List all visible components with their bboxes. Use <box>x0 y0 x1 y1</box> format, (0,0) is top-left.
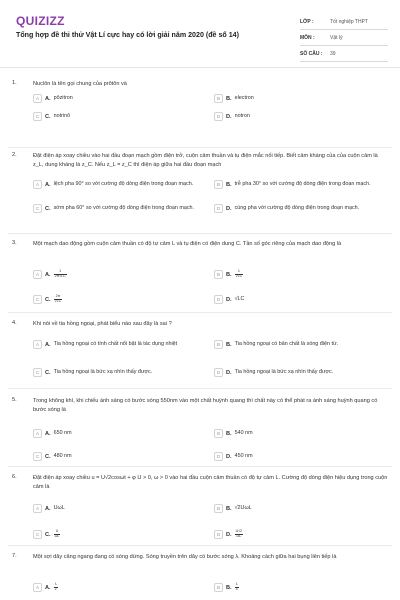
option-letter: C. <box>45 531 51 538</box>
answer-option-a[interactable] <box>33 583 207 592</box>
meta-row-class <box>300 14 388 30</box>
header-divider <box>0 67 400 68</box>
option-letter-box[interactable]: D <box>214 204 223 213</box>
option-letter-box[interactable]: C <box>33 530 42 539</box>
option-letter-box[interactable]: C <box>33 452 42 461</box>
fraction-numerator: 1 <box>54 270 67 275</box>
option-letter: D. <box>226 453 232 460</box>
option-letter-box[interactable]: D <box>214 295 223 304</box>
fraction-numerator: U√2 <box>235 529 243 534</box>
option-fraction <box>54 295 63 304</box>
option-text: 540 nm <box>234 429 253 436</box>
answer-option-a[interactable] <box>33 340 207 349</box>
option-letter-box[interactable]: D <box>214 112 223 121</box>
option-letter-box[interactable]: B <box>214 270 223 279</box>
option-letter: D. <box>226 296 232 303</box>
option-text: Tia hồng ngoại là bức xạ nhìn thấy được. <box>234 368 334 375</box>
answer-option-b[interactable] <box>214 429 388 438</box>
option-letter: B. <box>226 584 232 591</box>
fraction-denominator: √LC <box>54 299 62 303</box>
question-number: 5. <box>12 397 17 403</box>
meta-value: Tốt nghiệp THPT <box>330 18 368 25</box>
option-letter: D. <box>226 205 232 212</box>
question-number: 3. <box>12 240 17 246</box>
question-number: 6. <box>12 474 17 480</box>
option-fraction <box>54 583 58 592</box>
answer-option-d[interactable] <box>214 368 388 377</box>
option-text: UωL <box>53 504 65 511</box>
option-letter: B. <box>226 95 232 102</box>
fraction-denominator: ωL <box>236 534 242 538</box>
option-letter-box[interactable]: A <box>33 429 42 438</box>
fraction-numerator: λ <box>235 582 238 587</box>
option-letter-box[interactable]: D <box>214 452 223 461</box>
answer-option-d[interactable] <box>214 452 388 461</box>
fraction-numerator: λ <box>54 582 57 587</box>
answer-option-c[interactable] <box>33 112 207 121</box>
option-letter-box[interactable]: B <box>214 429 223 438</box>
option-fraction <box>54 530 61 539</box>
option-fraction <box>235 583 239 592</box>
option-letter: C. <box>45 369 51 376</box>
meta-label: LỚP : <box>300 18 314 25</box>
option-letter-box[interactable]: A <box>33 270 42 279</box>
answer-option-c[interactable] <box>33 530 207 539</box>
question-text: Đặt điện áp xoay chiều vào hai đầu đoạn mạch gồm điện trở, cuộn cảm thuần và tụ điện mắc nối tiếp. Biết cảm kháng của của cuộn cảm là z_L, dung kháng là z_C. Nếu z_L = z_C thì điện áp giữa hai đầu đoạn mạch <box>33 153 378 168</box>
question-text: Đặt điện áp xoay chiều u = U√2cosωt + φ U > 0, ω > 0 vào hai đầu cuộn cảm thuần có độ tự cảm L. Cường độ dòng điện hiệu dụng trong cuộn cảm là <box>33 475 388 490</box>
option-letter: A. <box>45 181 51 188</box>
answer-option-c[interactable] <box>33 368 207 377</box>
option-letter-box[interactable]: A <box>33 504 42 513</box>
option-text: 450 nm <box>234 452 253 459</box>
question-text: Một sợi dây căng ngang đang có sóng dừng. Sóng truyền trên dây có bước sóng λ. Khoảng cách giữa hai bụng liên tiếp là <box>33 554 337 560</box>
option-text: √2UωL <box>234 504 252 511</box>
answer-option-d[interactable] <box>214 204 388 213</box>
answer-option-b[interactable] <box>214 94 388 103</box>
fraction-denominator: 2 <box>54 587 57 591</box>
answer-option-c[interactable] <box>33 204 207 213</box>
option-text: Tia hồng ngoại có tính chất nổi bật là tác dụng nhiệt <box>53 340 178 347</box>
option-letter-box[interactable]: C <box>33 204 42 213</box>
option-text: notrinô <box>53 112 71 119</box>
option-text: sớm pha 60° so với cường độ dòng điện trong đoạn mạch. <box>53 204 195 211</box>
answer-option-d[interactable] <box>214 112 388 121</box>
question-number: 4. <box>12 320 17 326</box>
question-number: 7. <box>12 553 17 559</box>
option-letter: D. <box>226 369 232 376</box>
option-letter: B. <box>226 505 232 512</box>
option-letter: D. <box>226 113 232 120</box>
option-fraction <box>54 270 67 279</box>
option-text: pôzitron <box>53 94 73 101</box>
option-letter: B. <box>226 430 232 437</box>
option-text: √LC <box>234 295 245 302</box>
option-letter: B. <box>226 181 232 188</box>
answer-option-b[interactable] <box>214 504 388 513</box>
question-text: Một mạch dao động gồm cuộn cảm thuần có độ tự cảm L và tụ điện có điện dung C. Tần số góc riêng của mạch dao động là <box>33 241 342 247</box>
question-divider <box>8 466 392 467</box>
answer-option-a[interactable] <box>33 180 207 189</box>
option-letter-box[interactable]: A <box>33 180 42 189</box>
option-letter-box[interactable]: A <box>33 94 42 103</box>
answer-option-b[interactable] <box>214 180 388 189</box>
option-text: notron <box>234 112 250 119</box>
answer-option-b[interactable] <box>214 583 388 592</box>
option-text: electron <box>234 94 254 101</box>
option-letter-box[interactable]: C <box>33 112 42 121</box>
answer-option-c[interactable] <box>33 295 207 304</box>
answer-option-a[interactable] <box>33 429 207 438</box>
option-text: Tia hồng ngoại là bức xạ nhìn thấy được. <box>53 368 153 375</box>
option-letter-box[interactable]: D <box>214 530 223 539</box>
option-letter-box[interactable]: C <box>33 368 42 377</box>
option-letter: D. <box>226 531 232 538</box>
question-divider <box>8 388 392 389</box>
option-letter-box[interactable]: B <box>214 583 223 592</box>
option-text: cùng pha với cường độ dòng điện trong đoạn mạch. <box>234 204 360 211</box>
option-letter: C. <box>45 113 51 120</box>
option-letter: A. <box>45 505 51 512</box>
question-text: Trong không khí, khi chiếu ánh sáng có bước sóng 550nm vào một chất huỳnh quang thì chất này có thể phát ra ánh sáng huỳnh quang có bước sóng là <box>33 398 378 413</box>
option-letter: C. <box>45 453 51 460</box>
option-letter-box[interactable]: B <box>214 180 223 189</box>
question-number: 1. <box>12 80 17 86</box>
option-fraction <box>235 270 244 279</box>
answer-option-a[interactable] <box>33 270 207 279</box>
question-divider <box>8 147 392 148</box>
fraction-denominator: √LC <box>235 274 243 278</box>
option-fraction <box>235 530 244 539</box>
meta-label: MÔN : <box>300 34 315 41</box>
option-letter: A. <box>45 271 51 278</box>
option-letter: A. <box>45 430 51 437</box>
option-letter: A. <box>45 341 51 348</box>
fraction-numerator: U <box>54 530 61 535</box>
fraction-denominator: ωL <box>54 534 60 538</box>
fraction-denominator: 2π√LC <box>54 274 66 278</box>
option-letter-box[interactable]: D <box>214 368 223 377</box>
meta-label: SỐ CÂU : <box>300 50 323 57</box>
fraction-numerator: 1 <box>235 270 244 275</box>
answer-option-d[interactable] <box>214 530 388 539</box>
answer-option-b[interactable] <box>214 270 388 279</box>
meta-row-subject <box>300 30 388 46</box>
option-letter: C. <box>45 205 51 212</box>
option-letter: A. <box>45 95 51 102</box>
meta-value: Vật lý <box>330 34 343 41</box>
fraction-denominator: 4 <box>235 587 238 591</box>
meta-value: 39 <box>330 50 336 57</box>
option-text: 650 nm <box>53 429 72 436</box>
quiz-title: Tổng hợp đề thi thử Vật Lí cực hay có lời giải năm 2020 (đề số 14) <box>16 31 239 39</box>
fraction-numerator: 2π <box>54 295 63 300</box>
quiz-meta <box>300 14 388 62</box>
option-letter-box[interactable]: C <box>33 295 42 304</box>
question-divider <box>8 312 392 313</box>
quiz-header <box>0 0 400 67</box>
option-text: trễ pha 30° so với cường độ dòng điện trong đoạn mạch. <box>234 180 371 187</box>
answer-option-c[interactable] <box>33 452 207 461</box>
question-text: Nuclôn là tên gọi chung của prôtôn và <box>33 81 127 87</box>
meta-row-count <box>300 46 388 62</box>
option-letter: C. <box>45 296 51 303</box>
answer-option-a[interactable] <box>33 504 207 513</box>
option-letter: B. <box>226 341 232 348</box>
answer-option-a[interactable] <box>33 94 207 103</box>
option-letter-box[interactable]: B <box>214 94 223 103</box>
option-text: Tia hồng ngoại có bản chất là sóng điện từ. <box>234 340 339 347</box>
question-divider <box>8 545 392 546</box>
option-letter-box[interactable]: A <box>33 340 42 349</box>
option-letter-box[interactable]: B <box>214 340 223 349</box>
option-text: lệch pha 90° so với cường độ dòng điện trong đoạn mạch. <box>53 180 194 187</box>
question-number: 2. <box>12 152 17 158</box>
option-letter-box[interactable]: A <box>33 583 42 592</box>
answer-option-d[interactable] <box>214 295 388 304</box>
option-letter: A. <box>45 584 51 591</box>
question-divider <box>8 233 392 234</box>
quizizz-logo: QUIZIZZ <box>16 14 65 28</box>
question-text: Khi nói về tia hồng ngoại, phát biểu nào sau đây là sai ? <box>33 321 172 327</box>
answer-option-b[interactable] <box>214 340 388 349</box>
option-letter-box[interactable]: B <box>214 504 223 513</box>
option-text: 480 nm <box>53 452 72 459</box>
option-letter: B. <box>226 271 232 278</box>
